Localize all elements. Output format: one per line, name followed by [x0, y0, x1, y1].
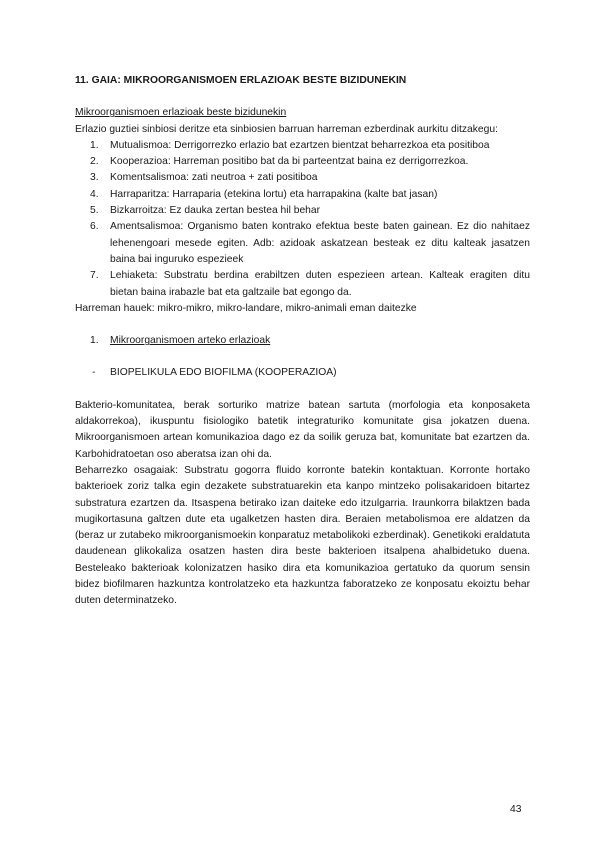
page-number: 43 [510, 804, 522, 815]
list-item [75, 268, 530, 301]
list-item-text: Mutualismoa: Derrigorrezko erlazio bat ezartzen bientzat beharrezkoa eta positiboa [110, 139, 490, 151]
list-item [75, 203, 530, 219]
list-item-text: Komentsalismoa: zati neutroa + zati positiboa [110, 172, 318, 184]
list-item [75, 219, 530, 268]
list-item-text: Harraparitza: Harraparia (etekina lortu) eta harrapakina (kalte bat jasan) [110, 188, 438, 200]
chapter-title: 11. GAIA: MIKROORGANISMOEN ERLAZIOAK BESTE BIZIDUNEKIN [75, 75, 407, 86]
list-number: 4. [90, 188, 99, 200]
intro-paragraph: Erlazio guztiei sinbiosi deritze eta sinbiosien barruan harreman ezberdinak aurkitu ditzakegu: [75, 123, 498, 135]
list-number: 1. [90, 139, 99, 151]
list-item-text: Kooperazioa: Harreman positibo bat da bi parteentzat baina ez derrigorrezkoa. [110, 156, 469, 168]
list-item-text: Lehiaketa: Substratu berdina erabiltzen duten espezieen artean. Kalteak eragiten ditu bietan baina irabazle bat eta galtzaile bat egongo da. [110, 270, 530, 298]
relations-note: Harreman hauek: mikro-mikro, mikro-landare, mikro-animali eman daitezke [75, 302, 417, 314]
body-paragraph: Beharrezko osagaiak: Substratu gogorra fluido korronte batekin kontaktuan. Korronte hortako bakterioek zoriz talka egin dezakete substratuarekin eta kanpo mintzeko polisakaridoen bitartez substratura ezartzen da. Itsaspena betirako izan daiteke edo itzulgarria. Iraunkorra bilaktzen bada mugikortasuna galtzen dute eta ugalketzen hasten dira. Beraien metabolismoa ere aldatzen da (beraz ur zutabeko mikroorganismoekin konparatuz metabolikoki ezberdinak). Genetikoki eraldatuta daudenean glikokaliza osatzen hasten dira beste bakterioen itsalpena ahalbidetuko duena. Besteleako bakterioak kolonizatzen hasiko dira eta komunikazioa gertatuko da quorum sensin bidez biofilmaren hazkuntza kontrolatzeko eta hazkuntza faboratzeko ze konposatu ekoiztu behar duten determinatzeko. [75, 464, 530, 607]
list-number: 7. [90, 270, 99, 282]
subheading: Mikroorganismoen erlazioak beste bizidunekin [75, 107, 287, 119]
list-number: 5. [90, 205, 99, 217]
spacer [75, 317, 530, 333]
section-title: Mikroorganismoen arteko erlazioak [110, 335, 271, 347]
dash-bullet: - [92, 367, 96, 379]
relation-types-list [75, 138, 530, 301]
list-item-text: Bizkarroitza: Ez dauka zertan bestea hil behar [110, 205, 321, 217]
list-item [75, 170, 530, 186]
page-content [75, 73, 530, 610]
list-item [75, 138, 530, 154]
subsection-title: BIOPELIKULA EDO BIOFILMA (KOOPERAZIOA) [110, 367, 337, 379]
list-number: 3. [90, 172, 99, 184]
list-number: 6. [90, 221, 99, 233]
subsection-heading [75, 365, 530, 381]
spacer [75, 382, 530, 398]
body-paragraph: Bakterio-komunitatea, berak sorturiko matrize batean sartuta (morfologia eta konposaketa aldakorrekoa), ikuspuntu fisiologiko batetik integraturiko komunitate gisa jokatzen duena. Mikroorganismoen artean komunikazioa dago ez da soilik geruza bat, komunitate bat ezartzen da. Karbohidratoetan oso aberatsa izan ohi da. [75, 399, 530, 460]
spacer [75, 349, 530, 365]
list-item [75, 187, 530, 203]
section-number: 1. [90, 335, 99, 347]
list-item [75, 154, 530, 170]
section-heading [75, 333, 530, 349]
list-item-text: Amentsalismoa: Organismo baten kontrako efektua beste baten gainean. Ez dio nahitaez lehenengoari mesede egiten. Adb: azidoak askatzean besteak ez ditu kalteak jasatzen baina bai inguruko espezieek [110, 221, 530, 265]
list-number: 2. [90, 156, 99, 168]
